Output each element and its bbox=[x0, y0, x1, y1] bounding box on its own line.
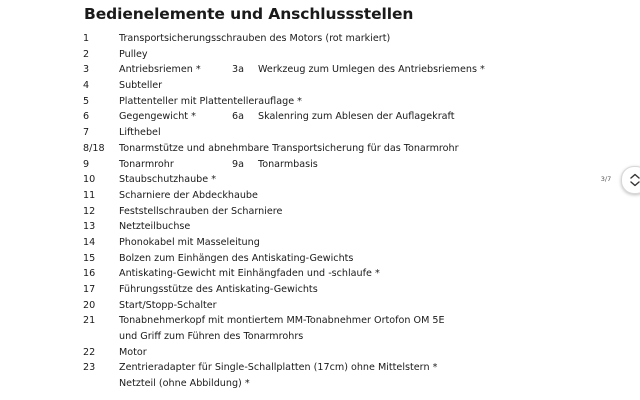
list-item bbox=[0, 172, 600, 188]
list-item bbox=[0, 251, 600, 267]
item-number: 5 bbox=[83, 95, 90, 107]
list-item bbox=[0, 78, 600, 94]
item-number: 7 bbox=[83, 127, 90, 139]
item-label-line: Scharniere der Abdeckhaube bbox=[119, 189, 258, 201]
item-number: 12 bbox=[83, 205, 96, 217]
item-label bbox=[119, 219, 190, 235]
item-list bbox=[0, 31, 600, 392]
item-label bbox=[119, 125, 161, 141]
item-label-line: Zentrieradapter für Single-Schallplatten (17cm) ohne Mittelstern * bbox=[119, 362, 438, 374]
sub-item-number: 9a bbox=[232, 158, 244, 170]
list-item bbox=[0, 62, 600, 78]
item-label-line: Führungsstütze des Antiskating-Gewichts bbox=[119, 284, 318, 295]
list-item bbox=[0, 188, 600, 204]
item-label bbox=[119, 31, 390, 47]
list-item bbox=[0, 266, 600, 282]
item-number: 21 bbox=[83, 315, 96, 327]
list-item bbox=[0, 235, 600, 251]
sub-item-number: 3a bbox=[232, 64, 244, 76]
item-label-line: Staubschutzhaube * bbox=[119, 174, 217, 186]
list-item bbox=[0, 282, 600, 298]
list-item bbox=[0, 376, 600, 392]
item-label bbox=[119, 313, 445, 344]
list-item bbox=[0, 141, 600, 157]
item-label-line: Phonokabel mit Masseleitung bbox=[119, 236, 260, 248]
sub-item-label: Werkzeug zum Umlegen des Antriebsriemens * bbox=[258, 64, 485, 76]
item-label bbox=[119, 62, 201, 78]
item-label-line: Transportsicherungsschrauben des Motors (rot markiert) bbox=[119, 33, 391, 44]
item-label bbox=[119, 360, 437, 376]
item-label bbox=[119, 172, 216, 188]
item-label bbox=[119, 376, 250, 392]
page-title: Bedienelemente und Anschlussstellen bbox=[84, 5, 414, 23]
item-label bbox=[119, 251, 353, 267]
item-label-line: Gegengewicht * bbox=[119, 111, 196, 123]
item-label-line: Feststellschrauben der Scharniere bbox=[119, 205, 283, 217]
item-label-line: Antiskating-Gewicht mit Einhängfaden und -schlaufe * bbox=[119, 268, 380, 280]
item-label-line: Plattenteller mit Plattentellerauflage * bbox=[119, 95, 302, 107]
item-label-line: und Griff zum Führen des Tonarmrohrs bbox=[119, 331, 304, 343]
item-number: 10 bbox=[83, 174, 96, 186]
list-item bbox=[0, 109, 600, 125]
item-label-line: Lifthebel bbox=[119, 127, 161, 139]
item-label bbox=[119, 204, 282, 220]
item-label bbox=[119, 94, 302, 110]
item-number: 23 bbox=[83, 362, 96, 374]
page-indicator: 3/7 bbox=[600, 175, 612, 183]
list-item bbox=[0, 345, 600, 361]
item-label bbox=[119, 282, 318, 298]
list-item bbox=[0, 157, 600, 173]
list-item bbox=[0, 31, 600, 47]
item-number: 11 bbox=[83, 189, 96, 201]
item-number: 13 bbox=[83, 221, 96, 233]
item-label-line: Tonarmrohr bbox=[119, 158, 174, 170]
item-label bbox=[119, 188, 258, 204]
item-number: 9 bbox=[83, 158, 90, 170]
item-label bbox=[119, 47, 148, 63]
item-number: 8/18 bbox=[83, 142, 105, 154]
item-label bbox=[119, 266, 380, 282]
item-label bbox=[119, 141, 459, 157]
list-item bbox=[0, 360, 600, 376]
item-label-line: Tonarmstütze und abnehmbare Transportsicherung für das Tonarmrohr bbox=[119, 142, 459, 154]
item-label-line: Motor bbox=[119, 346, 147, 358]
list-item bbox=[0, 125, 600, 141]
item-label-line: Netzteil (ohne Abbildung) * bbox=[119, 378, 250, 390]
item-label-line: Pulley bbox=[119, 48, 148, 60]
item-label-line: Bolzen zum Einhängen des Antiskating-Gewichts bbox=[119, 252, 354, 264]
list-item bbox=[0, 219, 600, 235]
item-label bbox=[119, 235, 260, 251]
item-label bbox=[119, 78, 162, 94]
item-label bbox=[119, 157, 174, 173]
item-label bbox=[119, 298, 217, 314]
item-number: 3 bbox=[83, 64, 90, 76]
list-item bbox=[0, 298, 600, 314]
sub-item-label: Tonarmbasis bbox=[258, 158, 318, 170]
item-number: 14 bbox=[83, 236, 96, 248]
item-label bbox=[119, 345, 147, 361]
sub-item-label: Skalenring zum Ablesen der Auflagekraft bbox=[258, 111, 455, 123]
item-number: 20 bbox=[83, 299, 96, 311]
item-number: 17 bbox=[83, 284, 96, 295]
item-number: 15 bbox=[83, 252, 96, 264]
item-number: 4 bbox=[83, 80, 90, 92]
item-label-line: Antriebsriemen * bbox=[119, 64, 201, 76]
item-label-line: Start/Stopp-Schalter bbox=[119, 299, 217, 311]
item-number: 2 bbox=[83, 48, 90, 60]
item-label bbox=[119, 109, 196, 125]
list-item bbox=[0, 313, 600, 344]
item-number: 1 bbox=[83, 33, 90, 44]
item-number: 6 bbox=[83, 111, 90, 123]
item-number: 16 bbox=[83, 268, 96, 280]
item-label-line: Netzteilbuchse bbox=[119, 221, 191, 233]
list-item bbox=[0, 204, 600, 220]
chevron-up-down-icon bbox=[629, 173, 640, 187]
list-item bbox=[0, 94, 600, 110]
item-number: 22 bbox=[83, 346, 96, 358]
sub-item-number: 6a bbox=[232, 111, 244, 123]
list-item bbox=[0, 47, 600, 63]
item-label-line: Subteller bbox=[119, 80, 163, 92]
page-nav-button[interactable] bbox=[621, 166, 640, 194]
item-label-line: Tonabnehmerkopf mit montiertem MM-Tonabnehmer Ortofon OM 5E bbox=[119, 315, 445, 327]
